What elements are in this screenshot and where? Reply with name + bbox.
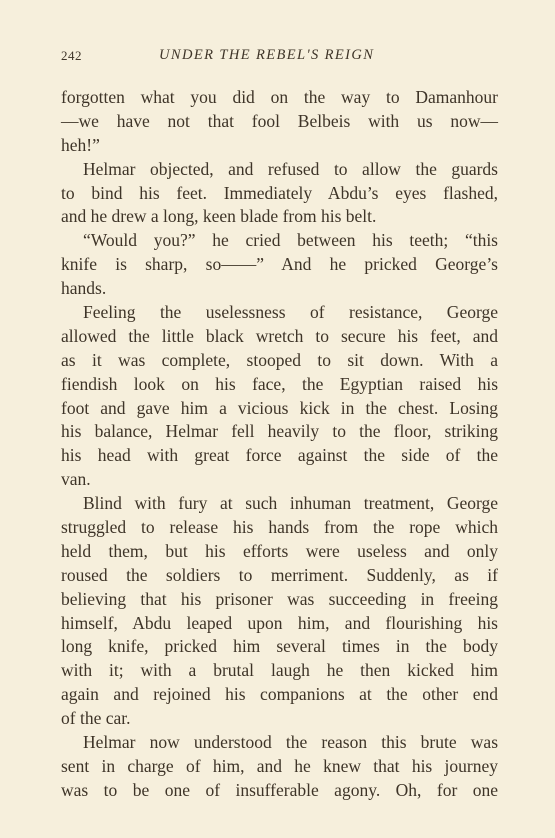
body-text (61, 86, 498, 803)
text-line: and he drew a long, keen blade from his belt. (61, 206, 377, 227)
text-line: hands. (61, 278, 107, 299)
text-line: Helmar now understood the reason this brute was (83, 732, 498, 753)
text-line: foot and gave him a vicious kick in the chest. Losing (61, 397, 498, 418)
text-line: again and rejoined his companions at the other end (61, 684, 498, 705)
text-line: Helmar objected, and refused to allow the guards (83, 158, 498, 179)
text-line: —we have not that fool Belbeis with us now— (61, 110, 498, 131)
text-line: as it was complete, stooped to sit down. With a (61, 349, 498, 370)
text-line: believing that his prisoner was succeeding in freeing (61, 588, 498, 609)
text-line: forgotten what you did on the way to Damanhour (61, 87, 498, 107)
running-head (61, 48, 498, 68)
text-line: roused the soldiers to merriment. Suddenly, as if (61, 564, 498, 585)
text-line: held them, but his efforts were useless and only (61, 540, 498, 561)
text-line: Blind with fury at such inhuman treatment, George (83, 493, 498, 514)
text-line: van. (61, 469, 91, 490)
text-line: his head with great force against the side of the (61, 445, 498, 466)
text-line: knife is sharp, so——” And he pricked George’s (61, 254, 498, 275)
text-line: fiendish look on his face, the Egyptian raised his (61, 373, 498, 394)
text-line: long knife, pricked him several times in the body (61, 636, 498, 657)
text-line: to bind his feet. Immediately Abdu’s eyes flashed, (61, 182, 498, 203)
text-line: sent in charge of him, and he knew that his journey (61, 755, 498, 776)
text-line: allowed the little black wretch to secure his feet, and (61, 325, 498, 346)
text-line: his balance, Helmar fell heavily to the floor, striking (61, 421, 498, 442)
text-line: of the car. (61, 708, 131, 729)
text-line: was to be one of insufferable agony. Oh, for one (61, 779, 498, 800)
text-line: heh!” (61, 134, 100, 155)
text-line: Feeling the uselessness of resistance, George (83, 302, 498, 323)
text-line: with it; with a brutal laugh he then kicked him (61, 660, 498, 681)
page-number: 242 (61, 48, 82, 63)
text-line: “Would you?” he cried between his teeth; “this (83, 230, 498, 251)
text-line: himself, Abdu leaped upon him, and flourishing his (61, 612, 498, 633)
running-title: UNDER THE REBEL'S REIGN (159, 47, 375, 63)
text-line: struggled to release his hands from the rope which (61, 517, 498, 538)
